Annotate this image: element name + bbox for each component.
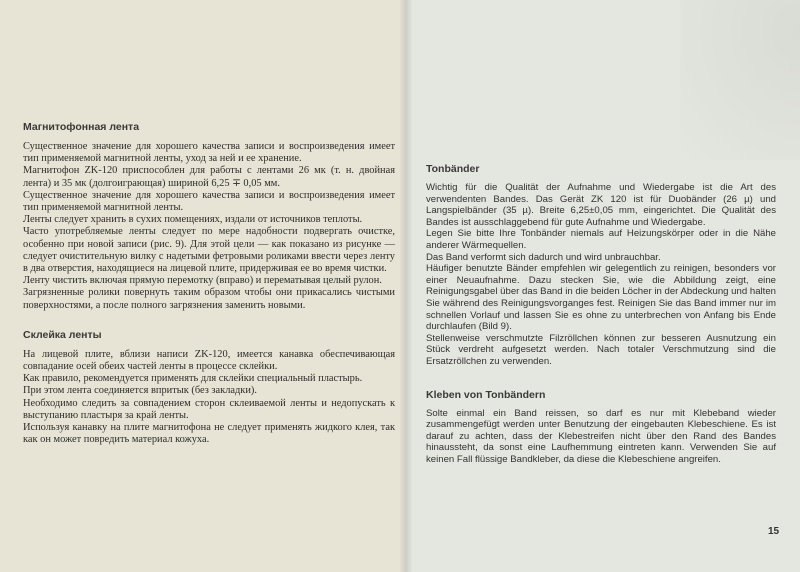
paragraph: Wichtig für die Qualität der Aufnahme und Wiedergabe ist die Art des verwendenten Bandes. Das Gerät ZK 120 ist für Duobänder (26 µ) und Langspielbänder (35 µ). Breite 6,25±0,05 mm, eingerichtet. Die Qualität des Bandes ist ausschlaggebend für gute Aufnahme und Wiedergabe. xyxy=(426,182,776,228)
paragraph: Магнитофон ZK-120 приспособлен для работы с лентами 26 мк (т. н. двойная лента) и 35 мк (долгоиграющая) шириной 6,25 ∓ 0,05 мм. xyxy=(23,165,395,189)
section-tape-splicing xyxy=(23,329,395,447)
paragraph: Как правило, рекомендуется применять для склейки специальный пластырь. xyxy=(23,373,363,385)
section-heading: Магнитофонная лента xyxy=(23,121,140,133)
paragraph: На лицевой плите, вблизи написи ZK-120, имеется канавка обеспечивающая совпадание осей обеих частей ленты в процессе склейки. xyxy=(23,348,395,373)
paragraph: Stellenweise verschmutzte Filzröllchen können zur besseren Ausnutzung ein Stück verdreht aufgesetzt werden. Nach totaler Verschmutzung sind die Ersatzröllchen zu verwenden. xyxy=(426,332,776,367)
paragraph: Ленту чистить включая прямую перемотку (вправо) и перематывая целый рулон. xyxy=(23,275,382,287)
paragraph: Ленты следует хранить в сухих помещениях, издали от источников теплоты. xyxy=(23,214,363,226)
paragraph: Используя канавку на плите магнитофона не следует применять жидкого клея, так как он может повредить материал кожуха. xyxy=(23,422,395,446)
paragraph: Legen Sie bitte Ihre Tonbänder niemals auf Heizungskörper oder in die Nähe anderer Wärmequellen. xyxy=(426,228,776,251)
paragraph: При этом лента соединяется впритык (без закладки). xyxy=(23,385,257,397)
paragraph: Häufiger benutzte Bänder empfehlen wir gelegentlich zu reinigen, besonders vor einer Neuaufnahme. Dazu stecken Sie, wie die Abbildung zeigt, eine Reinigungsgabel über das Band in die beiden Löcher in der Abdeckung und halten Sie während des Reinigungsvorganges fest. Reinigen Sie das Band immer nur im schnellen Vorlauf und lassen Sie es ohne zu unterbrechen von Anfang bis Ende durchlaufen (Bild 9). xyxy=(426,263,776,333)
paragraph: Загрязненные ролики повернуть таким образом чтобы они прикасались чистыми поверхностями, а после полного загрязнения заменить новыми. xyxy=(23,287,395,311)
left-column xyxy=(23,121,395,446)
section-tonbaender xyxy=(426,163,776,368)
section-heading: Склейка ленты xyxy=(23,328,102,341)
paragraph: Solte einmal ein Band reissen, so darf es nur mit Klebeband wieder zusammengefügt werden unter Benutzung der eingebauten Klebeschiene. Es ist darauf zu achten, dass der Klebestreifen nicht über den Rand des Bandes hinaussteht, da sonst eine Laufhemmung eintreten kann. Verwenden Sie auf keinen Fall flüssige Bandkleber, da diese die Klebeschiene angreifen. xyxy=(426,407,776,465)
section-magnetic-tape xyxy=(23,121,395,312)
section-heading: Kleben von Tonbändern xyxy=(426,388,546,401)
paragraph: Существенное значение для хорошего качества записи и воспроизведения имеет тип применяемой магнитной ленты, уход за ней и ее хранение. xyxy=(23,141,395,165)
paragraph: Необходимо следить за совпадением сторон склеиваемой ленты и недопускать к выступанию пластыря за край ленты. xyxy=(23,397,395,421)
paragraph: Часто употребляемые ленты следует по мере надобности подвергать очистке, особенно при новой записи (рис. 9). Для этой цели — как показано из рисунке — следует очистительную вилку с надетыми фетровыми роликами ввести через ленту в два отверстия, находящиеся на лицевой плите, придерживая ее во время чистки. xyxy=(23,226,395,275)
page-number: 15 xyxy=(768,526,780,537)
right-page xyxy=(405,0,800,572)
paragraph: Существенное значение для хорошего качества записи и воспроизведения имеет тип применяемой магнитной ленты. xyxy=(23,189,395,214)
paragraph: Das Band verformt sich dadurch und wird unbrauchbar. xyxy=(426,251,661,263)
section-heading: Tonbänder xyxy=(426,163,480,175)
book-gutter xyxy=(400,0,412,572)
paper-shading xyxy=(680,0,800,160)
right-column xyxy=(426,163,776,465)
section-kleben xyxy=(426,389,776,466)
